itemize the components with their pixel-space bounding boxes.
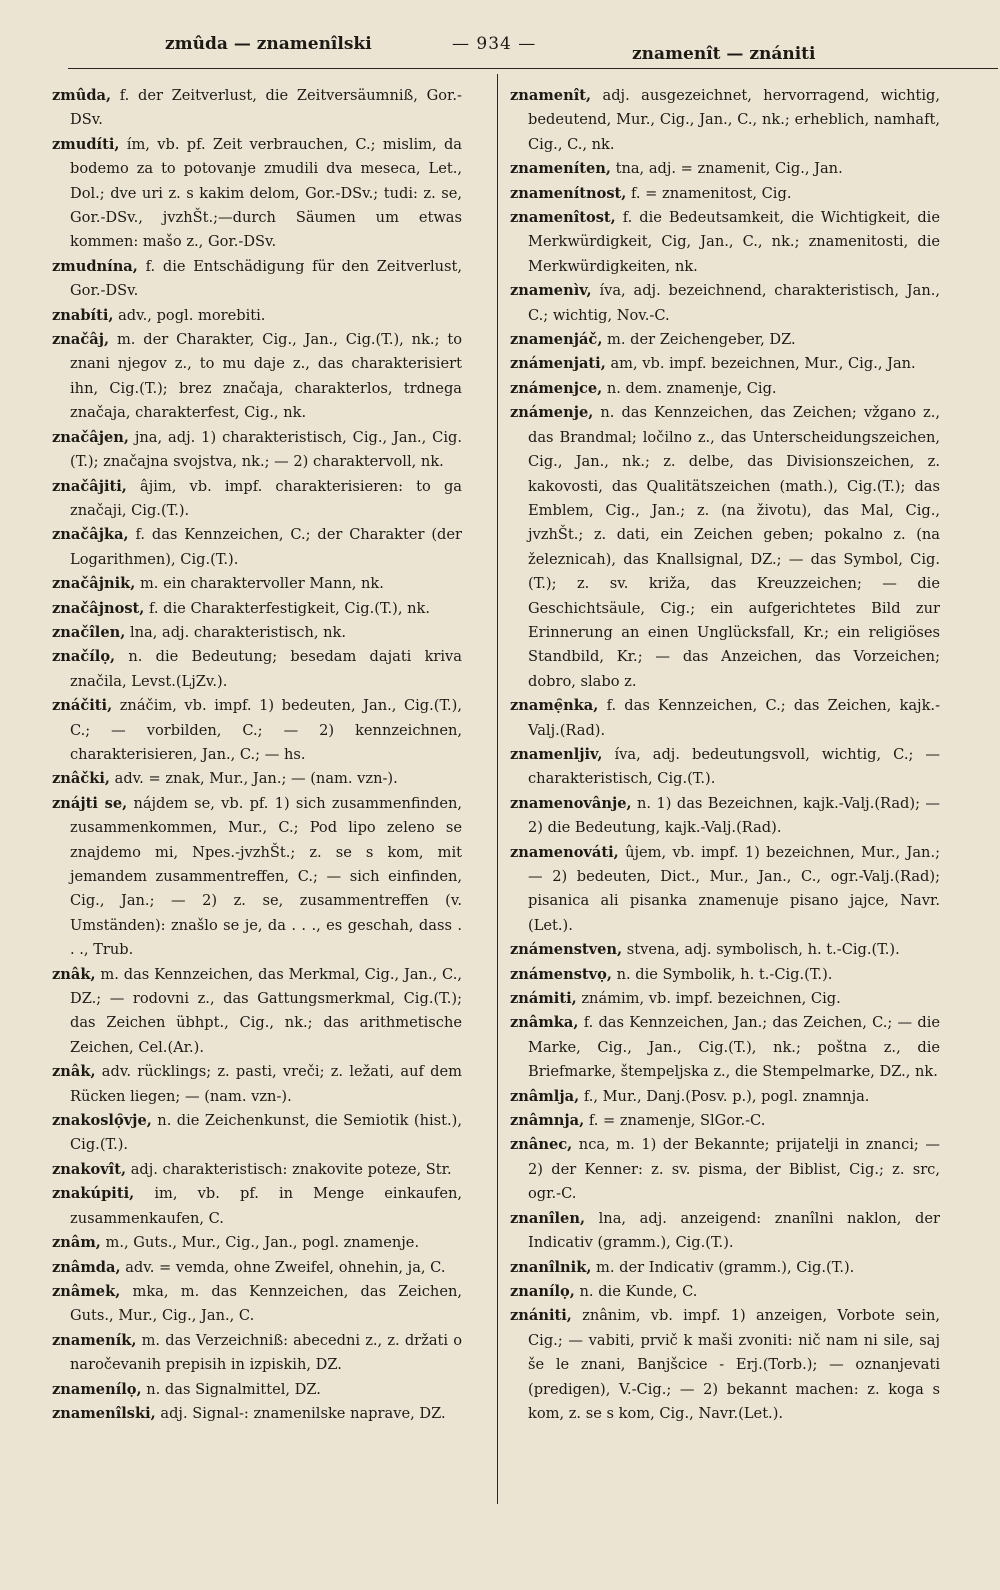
dictionary-entry [52,1280,462,1329]
dictionary-entry [52,426,462,475]
running-head-right: znamenît — znániti [632,44,816,64]
dictionary-entry [52,255,462,304]
dictionary-entry [510,182,940,206]
entry-definition: n. das Signalmittel, DZ. [146,1380,321,1398]
entry-headword: zmudnína, [52,257,138,275]
entry-headword: znâmek, [52,1282,121,1300]
entry-definition: f., Mur., Danj.(Posv. p.), pogl. znamnja. [583,1087,870,1105]
entry-headword: znânec, [510,1136,573,1154]
dictionary-entry [510,1304,940,1426]
entry-headword: znameník, [52,1331,137,1349]
entry-definition: f. das Kennzeichen, Jan.; das Zeichen, C.; — die Marke, Cig., Jan., Cig.(T.), nk.; poštna z., die Briefmarke, štempeljska z., die Stempelmarke, DZ., nk. [528,1014,940,1081]
entry-headword: znamenovânje, [510,794,632,812]
entry-definition: íva, adj. bezeichnend, charakteristisch, Jan., C.; wichtig, Nov.-C. [528,282,940,324]
entry-headword: znáčiti, [52,697,113,715]
dictionary-entry [510,792,940,841]
dictionary-entry [510,206,940,279]
dictionary-entry [52,304,462,328]
dictionary-entry [510,328,940,352]
entry-definition: íva, adj. bedeutungsvoll, wichtig, C.; — charakteristisch, Cig.(T.). [528,745,940,788]
entry-definition: znáčim, vb. impf. 1) bedeuten, Jan., Cig.(T.), C.; — vorbilden, C.; — 2) kennzeichnen, charakterisieren, Jan., C.; — hs. [70,697,463,763]
entry-headword: značâj, [52,331,110,349]
dictionary-entry [52,84,462,133]
entry-headword: znâk, [52,1063,96,1081]
entry-headword: znamẹ̑nka, [510,697,599,715]
dictionary-entry [52,1256,462,1280]
entry-headword: značâjnik, [52,575,136,593]
entry-definition: m. der Indicativ (gramm.), Cig.(T.). [596,1258,855,1276]
dictionary-entry [510,1085,940,1109]
dictionary-entry [510,963,940,987]
entry-headword: značâjnost, [52,599,145,617]
entry-definition: adj. ausgezeichnet, hervorragend, wichtig, bedeutend, Mur., Cig., Jan., C., nk.; erheblich, namhaft, Cig., C., nk. [528,87,941,153]
entry-definition: âjim, vb. impf. charakterisieren: to ga značaji, Cig.(T.). [70,477,463,519]
entry-headword: znamenljiv, [510,745,603,763]
entry-headword: znakoslọ̑vje, [52,1112,152,1130]
dictionary-entry [510,694,940,743]
dictionary-entry [52,767,462,791]
dictionary-entry [510,1109,940,1133]
entry-headword: značîlen, [52,623,126,641]
entry-definition: lna, adj. anzeigend: znanîlni naklon, der Indicativ (gramm.), Cig.(T.). [528,1209,940,1252]
entry-definition: m. der Zeichengeber, DZ. [607,331,796,349]
dictionary-entry [510,1280,940,1304]
entry-definition: n. die Symbolik, h. t.-Cig.(T.). [616,965,833,983]
entry-headword: znâmka, [510,1014,579,1032]
entry-definition: n. die Bedeutung; besedam dajati kriva značila, Levst.(LjZv.). [70,648,462,690]
running-head [60,34,830,64]
dictionary-entry [52,963,462,1061]
entry-definition: n. dem. znamenje, Cig. [606,379,777,397]
entry-definition: f. das Kennzeichen, C.; das Zeichen, kajk.-Valj.(Rad). [528,697,940,739]
entry-definition: znânim, vb. impf. 1) anzeigen, Vorbote sein, Cig.; — vabiti, prvič k maši zvoniti: nič nam ni sile, saj še le znani, Banjšcice - Erj.(Torb.); — oznanjevati (predigen), V.-Cig.; — 2) bekannt machen: z. koga s kom, z. se s kom, Cig., Navr.(Let.). [528,1307,940,1422]
entry-definition: n. die Zeichenkunst, die Semiotik (hist.), Cig.(T.). [70,1112,462,1154]
dictionary-entry [510,1011,940,1084]
entry-headword: znanîlnik, [510,1258,592,1276]
entry-definition: tna, adj. = znamenit, Cig., Jan. [615,160,843,178]
entry-definition: ûjem, vb. impf. 1) bezeichnen, Mur., Jan.; — 2) bedeuten, Dict., Mur., Jan., C., ogr.-Valj.(Rad); pisanica ali pisanka znamenuje pisano jajce, Navr.(Let.). [528,843,941,934]
left-column [52,84,462,1426]
entry-definition: ím, vb. pf. Zeit verbrauchen, C.; mislim, da bodemo za to potovanje zmudili dva meseca, Let., Dol.; dve uri z. s kakim delom, Gor.-DSv.; tudi: z. se, Gor.-DSv., jvzhŠt.;—durch Säumen um etwas kommen: mašo z., Gor.-DSv. [70,135,463,251]
entry-headword: znamenît, [510,87,592,104]
entry-definition: adv. = vemda, ohne Zweifel, ohnehin, ja, C. [125,1258,446,1276]
entry-headword: znájti se, [52,794,128,812]
entry-headword: znâk, [52,965,96,983]
dictionary-entry [52,1378,462,1402]
entry-headword: znamenjáč, [510,331,603,349]
entry-definition: m. ein charaktervoller Mann, nk. [139,575,384,593]
dictionary-entry [510,352,940,376]
entry-headword: znamenìv, [510,282,592,300]
dictionary-entry [52,572,462,596]
entry-definition: nca, m. 1) der Bekannte; prijatelji in znanci; — 2) der Kenner: z. sv. pisma, der Biblist, Cig.; z. src, ogr.-C. [528,1136,941,1203]
dictionary-entry [52,621,462,645]
entry-headword: znániti, [510,1307,572,1325]
entry-headword: znâčki, [52,770,110,788]
entry-definition: am, vb. impf. bezeichnen, Mur., Cig., Jan. [610,355,916,373]
entry-definition: m. das Verzeichniß: abecedni z., z. držati o naročevanih prepisih in izpiskih, DZ. [70,1331,462,1374]
dictionary-entry [510,84,940,157]
entry-headword: znanílọ, [510,1282,575,1300]
entry-definition: f. der Zeitverlust, die Zeitversäumniß, Gor.-DSv. [70,87,462,129]
entry-definition: adj. Signal-: znamenilske naprave, DZ. [160,1404,446,1422]
dictionary-entry [510,401,940,694]
dictionary-entry [52,1182,462,1231]
entry-headword: znameníten, [510,160,611,178]
dictionary-entry [510,279,940,328]
entry-definition: mka, m. das Kennzeichen, das Zeichen, Guts., Mur., Cig., Jan., C. [70,1282,462,1325]
entry-headword: znakúpiti, [52,1185,135,1203]
entry-headword: známiti, [510,990,577,1008]
entry-headword: znâmnja, [510,1112,585,1130]
entry-headword: značâjka, [52,526,129,544]
dictionary-entry [510,377,940,401]
dictionary-entry [52,597,462,621]
dictionary-entry [52,1109,462,1158]
dictionary-entry [52,1060,462,1109]
entry-definition: stvena, adj. symbolisch, h. t.-Cig.(T.). [626,941,900,959]
entry-definition: adv., pogl. morebiti. [118,306,266,324]
entry-definition: f. die Charakterfestigkeit, Cig.(T.), nk. [149,599,430,617]
dictionary-entry [52,1402,462,1426]
entry-headword: známenstvọ, [510,965,612,983]
entry-definition: známim, vb. impf. bezeichnen, Cig. [581,990,841,1008]
column-divider [497,74,498,1504]
dictionary-entry [52,328,462,426]
running-head-left: zmûda — znamenîlski [165,34,372,54]
entry-definition: f. die Bedeutsamkeit, die Wichtigkeit, die Merkwürdigkeit, Cig, Jan., C., nk.; znamenitosti, die Merkwürdigkeiten, nk. [528,209,940,275]
dictionary-entry [52,1329,462,1378]
entry-definition: f. das Kennzeichen, C.; der Charakter (der Logarithmen), Cig.(T.). [70,526,463,568]
dictionary-entry [52,523,462,572]
dictionary-entry [52,475,462,524]
entry-definition: adv. rücklings; z. pasti, vreči; z. ležati, auf dem Rücken liegen; — (nam. vzn-). [70,1063,462,1105]
entry-definition: m. der Charakter, Cig., Jan., Cig.(T.), nk.; to znani njegov z., to mu daje z., das charakterisiert ihn, Cig.(T.); brez značaja, charakterlos, trdnega značaja, charakterfest, Cig., nk. [70,331,463,422]
entry-definition: n. 1) das Bezeichnen, kajk.-Valj.(Rad); — 2) die Bedeutung, kajk.-Valj.(Rad). [528,794,940,837]
entry-definition: adj. charakteristisch: znakovite poteze, Str. [130,1160,452,1178]
dictionary-entry [510,157,940,181]
entry-definition: nájdem se, vb. pf. 1) sich zusammenfinden, zusammenkommen, Mur., C.; Pod lipo zeleno se znajdemo mi, Npes.-jvzhŠt.; z. se s kom, mit jemandem zusammentreffen, C.; — sich einfinden, Cig., Jan.; — 2) z. se, zusammentreffen (v. Umständen): znašlo se je, da . . ., es geschah, dass . . ., Trub. [70,794,462,959]
dictionary-entry [52,1158,462,1182]
dictionary-entry [510,743,940,792]
entry-headword: znamenîtost, [510,209,616,227]
entry-definition: adv. = znak, Mur., Jan.; — (nam. vzn-). [114,770,398,788]
dictionary-entry [52,694,462,767]
entry-definition: im, vb. pf. in Menge einkaufen, zusammenkaufen, C. [70,1185,462,1227]
entry-headword: znamenîlski, [52,1404,156,1422]
dictionary-entry [510,1207,940,1256]
entry-headword: zmûda, [52,87,112,104]
page-number: — 934 — [452,34,537,54]
entry-definition: m., Guts., Mur., Cig., Jan., pogl. znamenje. [105,1234,420,1252]
dictionary-entry [510,841,940,939]
entry-definition: n. die Kunde, C. [579,1282,698,1300]
entry-definition: f. die Entschädigung für den Zeitverlust, Gor.-DSv. [70,257,463,300]
entry-headword: známenje, [510,404,594,422]
dictionary-entry [52,1231,462,1255]
entry-headword: značâjiti, [52,477,127,495]
dictionary-entry [52,133,462,255]
dictionary-entry [510,938,940,962]
entry-headword: zmudíti, [52,135,120,153]
entry-headword: známenjce, [510,379,603,397]
entry-definition: f. = znamenje, SlGor.-C. [588,1112,766,1130]
entry-definition: f. = znamenitost, Cig. [631,184,792,202]
right-column [510,84,940,1426]
entry-headword: znamenováti, [510,843,619,861]
entry-headword: známenstven, [510,941,623,959]
entry-headword: znakovît, [52,1160,127,1178]
entry-headword: znâm, [52,1234,101,1252]
entry-headword: známenjati, [510,355,606,373]
header-rule [68,68,998,69]
entry-definition: n. das Kennzeichen, das Zeichen; vžgano z., das Brandmal; ločilno z., das Unterscheidungszeichen, Cig., Jan., nk.; z. delbe, das Divisionszeichen, z. kakovosti, das Qualitätszeichen (math.), Cig.(T.); das Emblem, Cig., Jan.; z. (na životu), das Mal, Cig., jvzhŠt.; z. dati, ein Zeichen geben; pokalno z. (na železnicah), das Knallsignal, DZ.; — das Symbol, Cig.(T.); z. sv. križa, das Kreuzzeichen; — die Geschichtsäule, Cig.; ein aufgerichtetes Bild zur Erinnerung an einen Unglücksfall, Kr.; ein religiöses Standbild, Kr.; — das Anzeichen, das Vorzeichen; dobro, slabo z. [528,404,941,690]
entry-headword: značâjen, [52,428,129,446]
entry-headword: znâmlja, [510,1087,580,1105]
dictionary-entry [52,645,462,694]
entry-definition: lna, adj. charakteristisch, nk. [129,623,347,641]
dictionary-entry [510,1256,940,1280]
entry-headword: znamenílọ, [52,1380,142,1398]
dictionary-entry [510,1133,940,1206]
entry-headword: znâmda, [52,1258,121,1276]
dictionary-entry [510,987,940,1011]
entry-headword: značílọ, [52,648,116,666]
dictionary-entry [52,792,462,963]
entry-headword: znanîlen, [510,1209,586,1227]
entry-headword: znamenítnost, [510,184,627,202]
entry-definition: m. das Kennzeichen, das Merkmal, Cig., Jan., C., DZ.; — rodovni z., das Gattungsmerkmal, Cig.(T.); das Zeichen übhpt., Cig., nk.; das arithmetische Zeichen, Cel.(Ar.). [70,965,462,1056]
entry-headword: znabíti, [52,306,114,324]
entry-definition: jna, adj. 1) charakteristisch, Cig., Jan., Cig.(T.); značajna svojstva, nk.; — 2) charaktervoll, nk. [70,428,462,471]
